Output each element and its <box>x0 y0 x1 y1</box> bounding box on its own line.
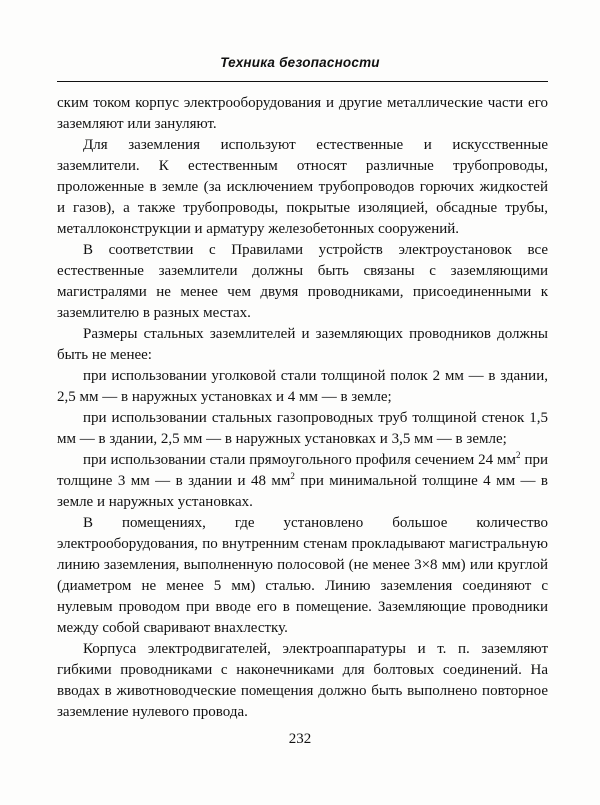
paragraph-grounding-line: В помещениях, где установлено большое количество электрооборудования, по внутренним стенам прокладывают магистральную линию заземления, выполненную полосовой (не менее 3×8 мм) или круглой (диаметром не менее 5 мм) сталью. Линию заземления соединяют с нулевым проводом при вводе его в помещение. Заземляющие проводники между собой сваривают внахлестку. <box>57 515 548 636</box>
header-rule <box>57 81 548 82</box>
running-title: Техника безопасности <box>220 55 380 70</box>
list-item-gas-pipes: при использовании стальных газопроводных труб толщиной стенок 1,5 мм — в здании, 2,5 мм — в наружных установках и 3,5 мм — в земле; <box>57 410 548 447</box>
paragraph-equipment-grounding: Корпуса электродвигателей, электроаппаратуры и т. п. заземляют гибкими проводниками с наконечниками для болтовых соединений. На вводах в животноводческие помещения должно быть выполнено повторное заземление нулевого провода. <box>57 641 548 720</box>
paragraph-minimum-sizes: Размеры стальных заземлителей и заземляющих проводников должны быть не менее: <box>57 326 548 363</box>
text-fragment: при минимальной толщине 4 мм — в земле и наружных установках. <box>57 473 549 510</box>
body-text <box>57 93 548 723</box>
page-number: 232 <box>288 731 312 747</box>
paragraph-natural-grounding-rules: В соответствии с Правилами устройств электроустановок все естественные заземлители должны быть связаны с заземляющими магистралями не менее чем двумя проводниками, присоединенными к заземлителю в разных местах. <box>57 242 548 321</box>
superscript: 2 <box>516 450 521 460</box>
list-item-angle-steel: при использовании уголковой стали толщиной полок 2 мм — в здании, 2,5 мм — в наружных установках и 4 мм — в земле; <box>57 368 548 405</box>
paragraph-continuation: ским током корпус электрооборудования и другие металлические части его заземляют или зануляют. <box>57 95 548 132</box>
superscript: 2 <box>290 471 295 481</box>
text-fragment: при использовании стали прямоугольного профиля сечением 24 мм <box>83 452 517 468</box>
text-fragment: при толщине 3 мм — в здании и 48 мм <box>57 452 548 489</box>
paragraph-grounding-types: Для заземления используют естественные и искусственные заземлители. К естественным относят различные трубопроводы, проложенные в земле (за исключением трубопроводов горючих жидкостей и газов), а также трубопроводы, покрытые изоляцией, обсадные трубы, металлоконструкции и арматуру железобетонных сооружений. <box>57 137 548 237</box>
list-item-rectangular-steel <box>57 450 548 513</box>
